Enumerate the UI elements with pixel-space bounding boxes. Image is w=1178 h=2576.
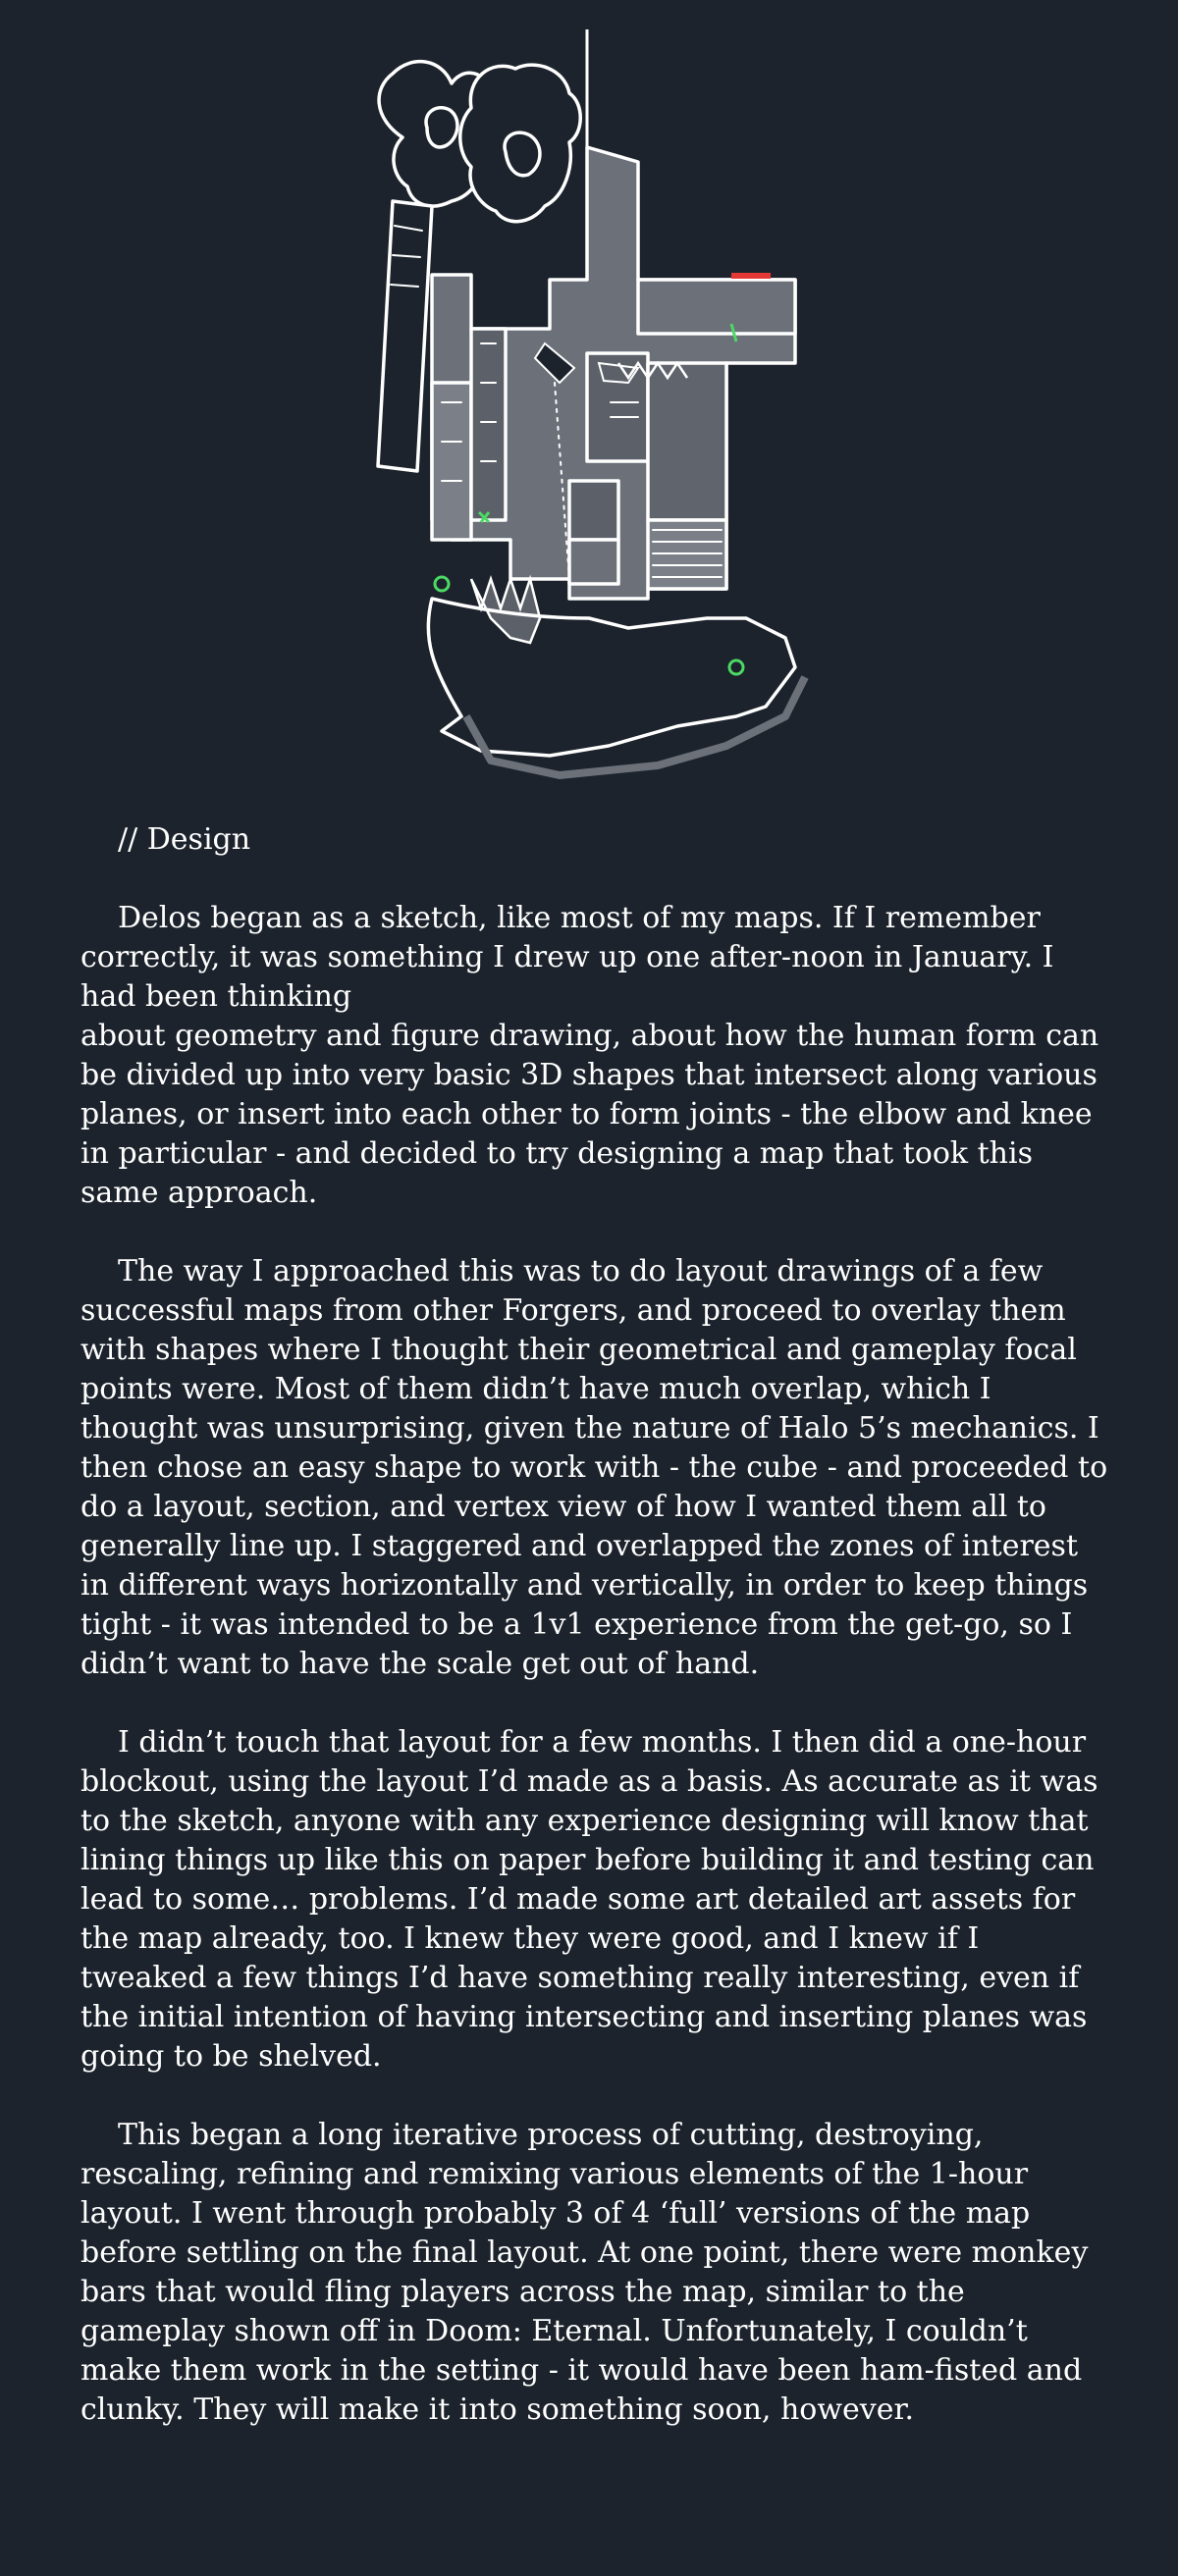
sketch-red-marker bbox=[731, 273, 771, 279]
sketch-center-room bbox=[587, 353, 648, 461]
section-heading: // Design bbox=[118, 822, 251, 857]
sketch-left-strip bbox=[378, 201, 432, 471]
sketch-green-marker-2 bbox=[729, 660, 743, 674]
map-sketch-figure bbox=[334, 29, 825, 795]
paragraph-1-line-1: Delos began as a sketch, like most of my maps. If I remember correctly, it was something I drew up one after-noon in January. I had been thinking bbox=[80, 901, 1054, 1014]
paragraph-1 bbox=[80, 899, 1111, 1017]
sketch-left-column bbox=[432, 383, 471, 540]
paragraph-3: I didn’t touch that layout for a few months. I then did a one-hour blockout, using the layout I’d made as a basis. As accurate as it was to the sketch, anyone with any experience designing will know that lining things up like this on paper before building it and testing can lead to some… problems. I’d made some art detailed art assets for the map already, too. I knew they were good, and I knew if I tweaked a few things I’d have something really interesting, even if the initial intention of having intersecting and inserting planes was going to be shelved. bbox=[80, 1725, 1098, 2074]
sketch-mid-column bbox=[471, 329, 506, 520]
sketch-rock-left-inner bbox=[426, 108, 457, 147]
paragraph-4: This began a long iterative process of cutting, destroying, rescaling, refining and remixing various elements of the 1-hour layout. I went through probably 3 of 4 ‘full’ versions of the map before settling on the final layout. At one point, there were monkey bars that would fling players across the map, similar to the gameplay shown off in Doom: Eternal. Unfortunately, I couldn’t make them work in the setting - it would have been ham-fisted and clunky. They will make it into something soon, however. bbox=[80, 2118, 1089, 2427]
sketch-small-box bbox=[569, 481, 618, 540]
sketch-courtyard-bottom bbox=[466, 677, 805, 775]
sketch-courtyard bbox=[428, 599, 795, 756]
article-body bbox=[80, 820, 1111, 2430]
paragraph-2: The way I approached this was to do layout drawings of a few successful maps from other Forgers, and proceed to overlay them with shapes where I thought their geometrical and gameplay focal points were. Most of them didn’t have much overlap, which I thought was unsurprising, given the nature of Halo 5’s mechanics. I then chose an easy shape to work with - the cube - and proceeded to do a layout, section, and vertex view of how I wanted them all to generally line up. I staggered and overlapped the zones of interest in different ways horizontally and vertically, in order to keep things tight - it was intended to be a 1v1 experience from the get-go, so I didn’t want to have the scale get out of hand. bbox=[80, 1254, 1108, 1681]
sketch-rock-center-inner bbox=[505, 132, 540, 176]
sketch-right-room bbox=[648, 363, 726, 520]
paragraph-1-continued: about geometry and figure drawing, about how the human form can be divided up into very basic 3D shapes that intersect along various planes, or insert into each other to form joints - the elbow and knee in particular - and decided to try designing a map that took this same approach. bbox=[80, 1019, 1099, 1210]
sketch-top-right-wing bbox=[638, 280, 795, 334]
sketch-green-marker-1 bbox=[435, 577, 449, 591]
sketch-small-box-2 bbox=[569, 540, 618, 584]
